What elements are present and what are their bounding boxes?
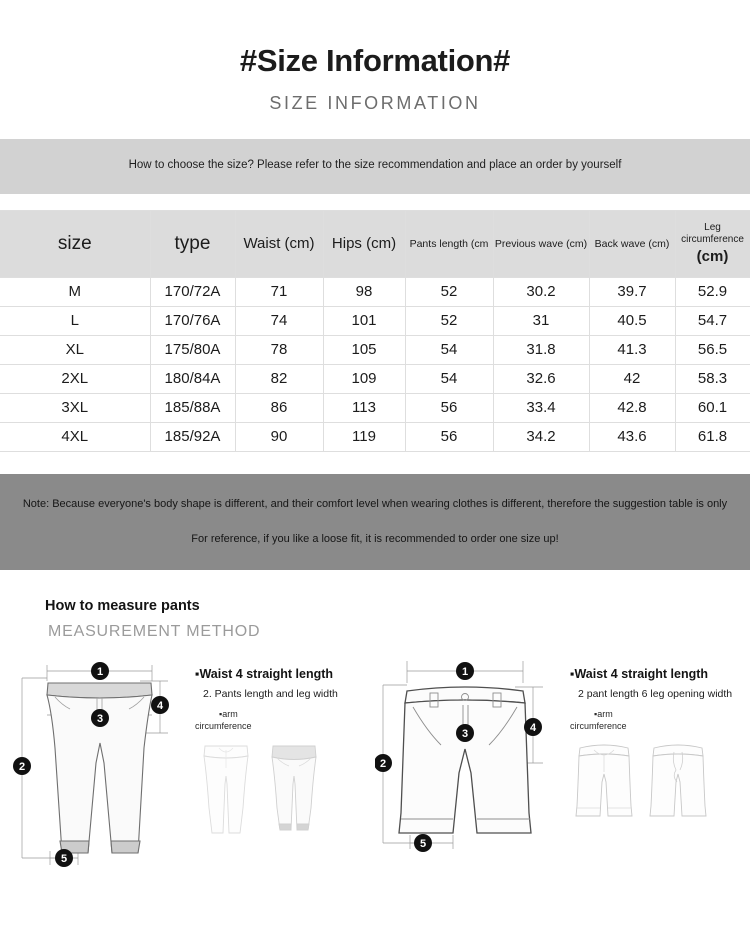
svg-text:5: 5 [60, 853, 68, 866]
pants-legend-primary: ▪Waist 4 straight length [195, 667, 334, 682]
cell-type: 180/84A [150, 364, 235, 393]
shorts-legend-secondary: 2 pant length 6 leg opening width [578, 688, 733, 701]
svg-text:2: 2 [18, 761, 26, 774]
cell-size: M [0, 277, 150, 306]
table-header-row [0, 210, 750, 277]
diagram-row [0, 653, 750, 868]
pants-legend-tertiary: ▪arm circumference [219, 709, 375, 732]
shorts-diagram-half [375, 653, 750, 868]
square-bullet-icon: ▪ [195, 667, 200, 682]
cell-leg-circumference: 58.3 [675, 364, 750, 393]
shorts-legend-tertiary-2: circumference [570, 720, 627, 731]
cell-hips: 101 [323, 306, 405, 335]
shorts-technical-drawing [375, 653, 570, 868]
cell-waist: 74 [235, 306, 323, 335]
cell-leg-circumference: 60.1 [675, 393, 750, 422]
cell-hips: 119 [323, 422, 405, 451]
cell-back-wave: 42 [589, 364, 675, 393]
cell-waist: 71 [235, 277, 323, 306]
cell-leg-circumference: 56.5 [675, 335, 750, 364]
column-header-leg-circumference [675, 210, 750, 277]
cell-size: 2XL [0, 364, 150, 393]
size-hint-text: How to choose the size? Please refer to the size recommendation and place an order by yourself [128, 159, 622, 172]
cell-back-wave: 40.5 [589, 306, 675, 335]
shorts-mini-figure-front [570, 738, 638, 828]
column-header-size: size [0, 210, 150, 277]
svg-text:1: 1 [461, 666, 469, 679]
page-subtitle: SIZE INFORMATION [269, 93, 481, 114]
table-row [0, 277, 750, 306]
cell-size: XL [0, 335, 150, 364]
shorts-diagram-main [375, 653, 570, 868]
note-line-2: For reference, if you like a loose fit, it is recommended to order one size up! [191, 532, 559, 545]
cell-previous-wave: 31 [493, 306, 589, 335]
measurement-title: How to measure pants [45, 597, 200, 614]
cell-type: 175/80A [150, 335, 235, 364]
svg-text:3: 3 [461, 728, 469, 741]
pants-mini-figure-front [195, 738, 257, 838]
cell-waist: 86 [235, 393, 323, 422]
cell-waist: 90 [235, 422, 323, 451]
cell-pants-length: 52 [405, 277, 493, 306]
cell-pants-length: 56 [405, 422, 493, 451]
cell-size: 4XL [0, 422, 150, 451]
cell-previous-wave: 30.2 [493, 277, 589, 306]
square-bullet-icon: ▪ [219, 709, 223, 720]
table-row [0, 422, 750, 451]
column-header-type: type [150, 210, 235, 277]
cell-waist: 82 [235, 364, 323, 393]
svg-text:4: 4 [156, 700, 164, 713]
leg-circumference-unit: (cm) [696, 247, 729, 265]
shorts-mini-figure-back [644, 738, 712, 828]
pants-mini-figures [195, 738, 375, 838]
table-row [0, 364, 750, 393]
size-table-container [0, 210, 750, 452]
cell-waist: 78 [235, 335, 323, 364]
cell-type: 170/72A [150, 277, 235, 306]
pants-technical-drawing [0, 653, 195, 868]
cell-type: 185/92A [150, 422, 235, 451]
cell-pants-length: 56 [405, 393, 493, 422]
cell-type: 170/76A [150, 306, 235, 335]
svg-text:3: 3 [96, 713, 104, 726]
measurement-section [0, 570, 750, 869]
cell-pants-length: 52 [405, 306, 493, 335]
square-bullet-icon: ▪ [594, 709, 598, 720]
column-header-back-wave: Back wave (cm) [589, 210, 675, 277]
pants-legend-secondary: 2. Pants length and leg width [203, 688, 338, 701]
cell-leg-circumference: 61.8 [675, 422, 750, 451]
cell-size: L [0, 306, 150, 335]
table-body [0, 277, 750, 451]
pants-legend-group [195, 653, 375, 868]
shorts-mini-figures [570, 738, 750, 828]
cell-hips: 109 [323, 364, 405, 393]
pants-diagram-main [0, 653, 195, 868]
note-line-1: Note: Because everyone's body shape is different, and their comfort level when wearing clothes is different, therefore the suggestion table is only [22, 497, 728, 510]
svg-text:2: 2 [379, 758, 387, 771]
pants-diagram-half [0, 653, 375, 868]
pants-legend-tertiary-2: circumference [195, 720, 252, 731]
cell-size: 3XL [0, 393, 150, 422]
column-header-hips: Hips (cm) [323, 210, 405, 277]
cell-previous-wave: 33.4 [493, 393, 589, 422]
table-row [0, 306, 750, 335]
page-header [0, 0, 750, 114]
cell-back-wave: 39.7 [589, 277, 675, 306]
svg-text:4: 4 [529, 722, 537, 735]
pants-mini-figure-back [263, 738, 325, 838]
measurement-heading-group [0, 598, 750, 642]
cell-previous-wave: 34.2 [493, 422, 589, 451]
cell-previous-wave: 32.6 [493, 364, 589, 393]
cell-pants-length: 54 [405, 335, 493, 364]
leg-circumference-label: Leg circumference [681, 221, 744, 246]
cell-hips: 105 [323, 335, 405, 364]
cell-back-wave: 42.8 [589, 393, 675, 422]
shorts-legend-primary: ▪Waist 4 straight length [570, 667, 709, 682]
measurement-subtitle: MEASUREMENT METHOD [48, 623, 261, 641]
cell-previous-wave: 31.8 [493, 335, 589, 364]
table-row [0, 335, 750, 364]
column-header-waist: Waist (cm) [235, 210, 323, 277]
svg-text:5: 5 [419, 838, 427, 851]
shorts-legend-tertiary: ▪arm circumference [594, 709, 750, 732]
cell-leg-circumference: 52.9 [675, 277, 750, 306]
cell-hips: 113 [323, 393, 405, 422]
shorts-legend-group [570, 653, 750, 868]
size-table [0, 210, 750, 452]
column-header-pants-length: Pants length (cm [405, 210, 493, 277]
size-hint-band [0, 139, 750, 194]
cell-hips: 98 [323, 277, 405, 306]
cell-leg-circumference: 54.7 [675, 306, 750, 335]
cell-back-wave: 43.6 [589, 422, 675, 451]
table-row [0, 393, 750, 422]
square-bullet-icon: ▪ [570, 667, 575, 682]
column-header-previous-wave: Previous wave (cm) [493, 210, 589, 277]
cell-back-wave: 41.3 [589, 335, 675, 364]
cell-pants-length: 54 [405, 364, 493, 393]
note-band [0, 474, 750, 570]
page-title: #Size Information# [239, 43, 511, 78]
svg-text:1: 1 [96, 666, 104, 679]
cell-type: 185/88A [150, 393, 235, 422]
